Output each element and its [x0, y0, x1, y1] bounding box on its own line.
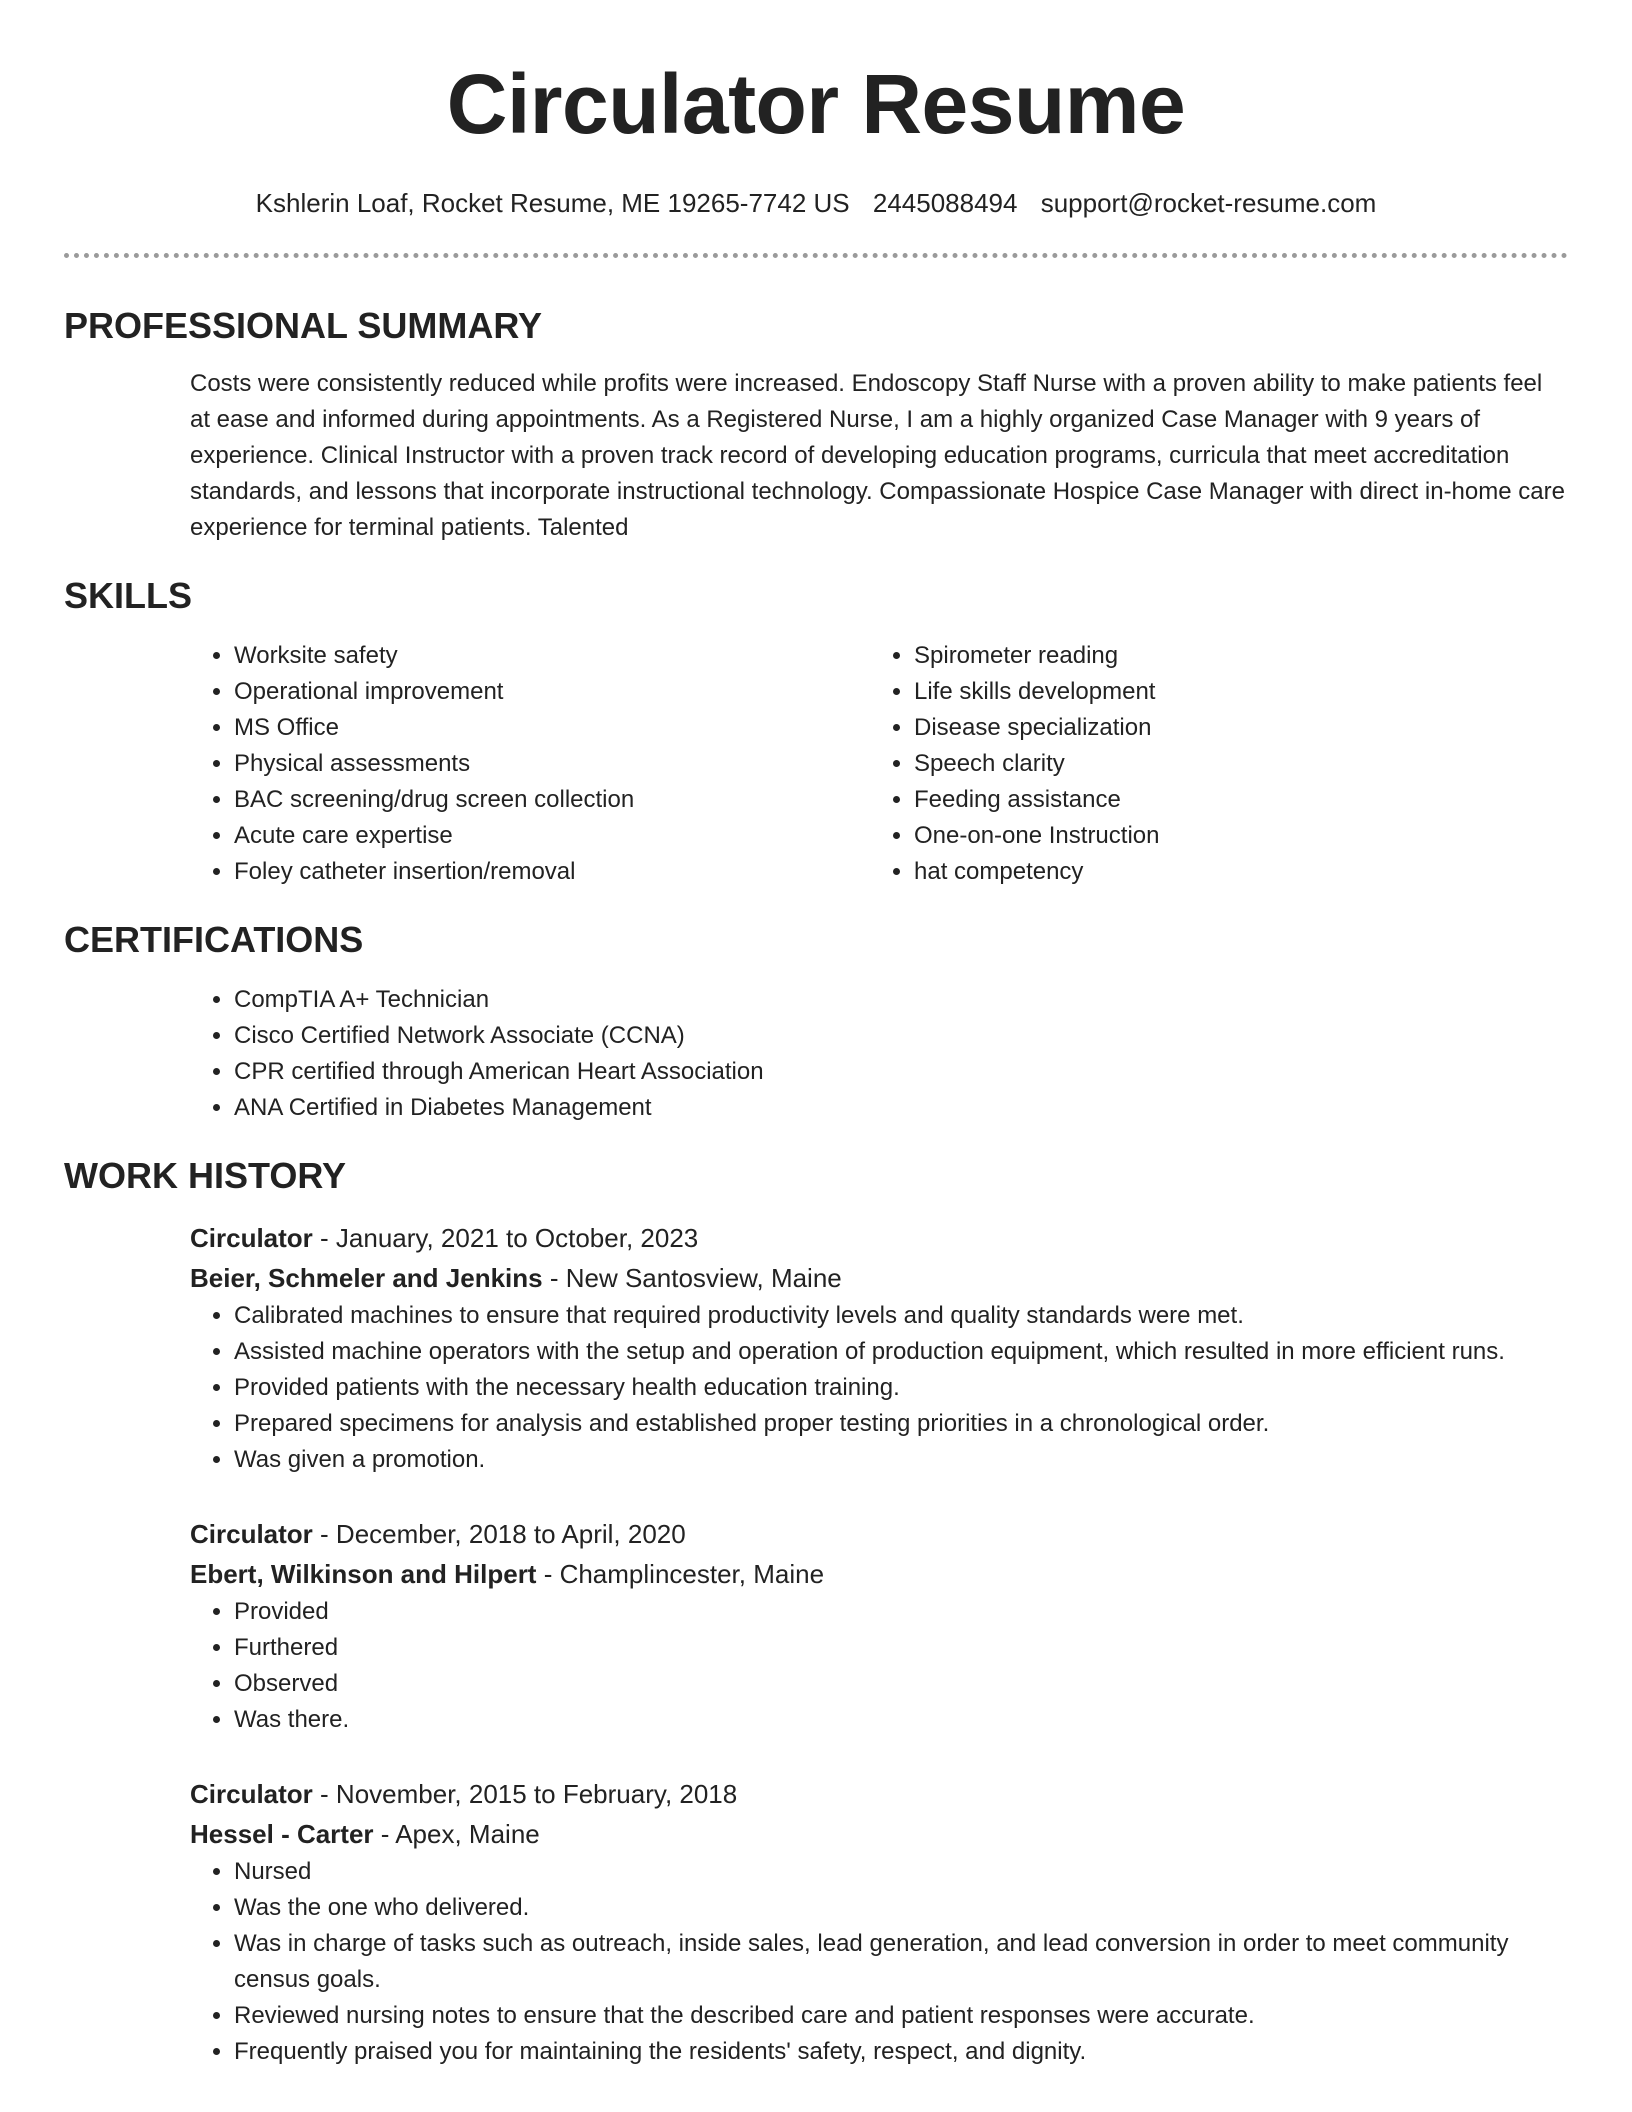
skill-item: • hat competency [914, 854, 1550, 890]
job-location: - Apex, Maine [373, 1819, 540, 1849]
skills-heading: SKILLS [64, 575, 193, 616]
job-company-line [190, 1554, 1568, 1594]
skill-item: • Feeding assistance [914, 782, 1550, 818]
certifications-heading: CERTIFICATIONS [64, 919, 364, 960]
job-company: Ebert, Wilkinson and Hilpert [190, 1559, 537, 1589]
job-company: Beier, Schmeler and Jenkins [190, 1263, 543, 1293]
skill-item: • Disease specialization [914, 710, 1550, 746]
job-duty: • Provided patients with the necessary health education training. [234, 1370, 1568, 1406]
skills-column-left [190, 638, 870, 890]
job-duty: • Provided [234, 1594, 1568, 1630]
job-duty: • Furthered [234, 1630, 1568, 1666]
job-title-line [190, 1774, 1568, 1814]
job-duty: • Prepared specimens for analysis and established proper testing priorities in a chronological order. [234, 1406, 1568, 1442]
job-company-line [190, 1814, 1568, 1854]
job-title-line [190, 1218, 1568, 1258]
job-dates: - December, 2018 to April, 2020 [312, 1519, 686, 1549]
contact-email: support@rocket-resume.com [1040, 188, 1377, 218]
job-entry [190, 1514, 1568, 1738]
job-title: Circulator [190, 1519, 313, 1549]
skill-item: • Worksite safety [234, 638, 870, 674]
job-duty: • Assisted machine operators with the setup and operation of production equipment, which resulted in more efficient runs. [234, 1334, 1568, 1370]
certifications-section [64, 918, 1568, 1126]
job-location: - New Santosview, Maine [542, 1263, 842, 1293]
job-company-line [190, 1258, 1568, 1298]
skill-item: • Foley catheter insertion/removal [234, 854, 870, 890]
job-title: Circulator [190, 1779, 313, 1809]
job-title-line [190, 1514, 1568, 1554]
job-duty: • Was there. [234, 1702, 1568, 1738]
skill-item: • One-on-one Instruction [914, 818, 1550, 854]
skill-item: • Physical assessments [234, 746, 870, 782]
job-duties-list [190, 1594, 1568, 1738]
summary-section [64, 304, 1568, 546]
job-duty: • Was the one who delivered. [234, 1890, 1568, 1926]
certification-item: • CompTIA A+ Technician [234, 982, 1568, 1018]
contact-address: Kshlerin Loaf, Rocket Resume, ME 19265-7742 US [255, 188, 850, 218]
skill-item: • Speech clarity [914, 746, 1550, 782]
contact-info [64, 186, 1568, 220]
skills-section [64, 574, 1568, 890]
job-duty: • Calibrated machines to ensure that required productivity levels and quality standards were met. [234, 1298, 1568, 1334]
job-company: Hessel - Carter [190, 1819, 374, 1849]
skill-item: • MS Office [234, 710, 870, 746]
job-duty: • Was in charge of tasks such as outreach, inside sales, lead generation, and lead conversion in order to meet community census goals. [234, 1926, 1568, 1998]
job-entry [190, 1774, 1568, 2070]
job-duty: • Nursed [234, 1854, 1568, 1890]
work-history-heading: WORK HISTORY [64, 1155, 347, 1196]
job-duties-list [190, 1298, 1568, 1478]
page-title: Circulator Resume [446, 57, 1186, 151]
job-title: Circulator [190, 1223, 313, 1253]
skill-item: • Life skills development [914, 674, 1550, 710]
header-divider [64, 253, 1568, 258]
skill-item: • Spirometer reading [914, 638, 1550, 674]
job-location: - Champlincester, Maine [536, 1559, 825, 1589]
job-dates: - November, 2015 to February, 2018 [312, 1779, 738, 1809]
certification-item: • ANA Certified in Diabetes Management [234, 1090, 1568, 1126]
job-duty: • Was given a promotion. [234, 1442, 1568, 1478]
skill-item: • Acute care expertise [234, 818, 870, 854]
job-entry [190, 1218, 1568, 1478]
job-duty: • Frequently praised you for maintaining the residents' safety, respect, and dignity. [234, 2034, 1568, 2070]
summary-heading: PROFESSIONAL SUMMARY [64, 305, 543, 346]
certifications-list-wrapper [190, 982, 1568, 1126]
resume-page [64, 0, 1568, 2070]
work-history-section [64, 1154, 1568, 2070]
job-duty: • Observed [234, 1666, 1568, 1702]
skills-list-left [190, 638, 870, 890]
skills-column-right [870, 638, 1550, 890]
job-dates: - January, 2021 to October, 2023 [312, 1223, 699, 1253]
skills-list-right [870, 638, 1550, 890]
job-duty: • Reviewed nursing notes to ensure that the described care and patient responses were accurate. [234, 1998, 1568, 2034]
skill-item: • BAC screening/drug screen collection [234, 782, 870, 818]
job-duties-list [190, 1854, 1568, 2070]
skills-grid [190, 638, 1568, 890]
summary-text: Costs were consistently reduced while profits were increased. Endoscopy Staff Nurse with a proven ability to make patients feel at ease and informed during appointments. As a Registered Nurse, I am a highly organized Case Manager with 9 years of experience. Clinical Instructor with a proven track record of developing education programs, curricula that meet accreditation standards, and lessons that incorporate instructional technology. Compassionate Hospice Case Manager with direct in-home care experience for terminal patients. Talented [190, 370, 1565, 541]
skill-item: • Operational improvement [234, 674, 870, 710]
certifications-list [190, 982, 1568, 1126]
certification-item: • Cisco Certified Network Associate (CCNA) [234, 1018, 1568, 1054]
certification-item: • CPR certified through American Heart Association [234, 1054, 1568, 1090]
contact-phone: 2445088494 [872, 188, 1018, 218]
